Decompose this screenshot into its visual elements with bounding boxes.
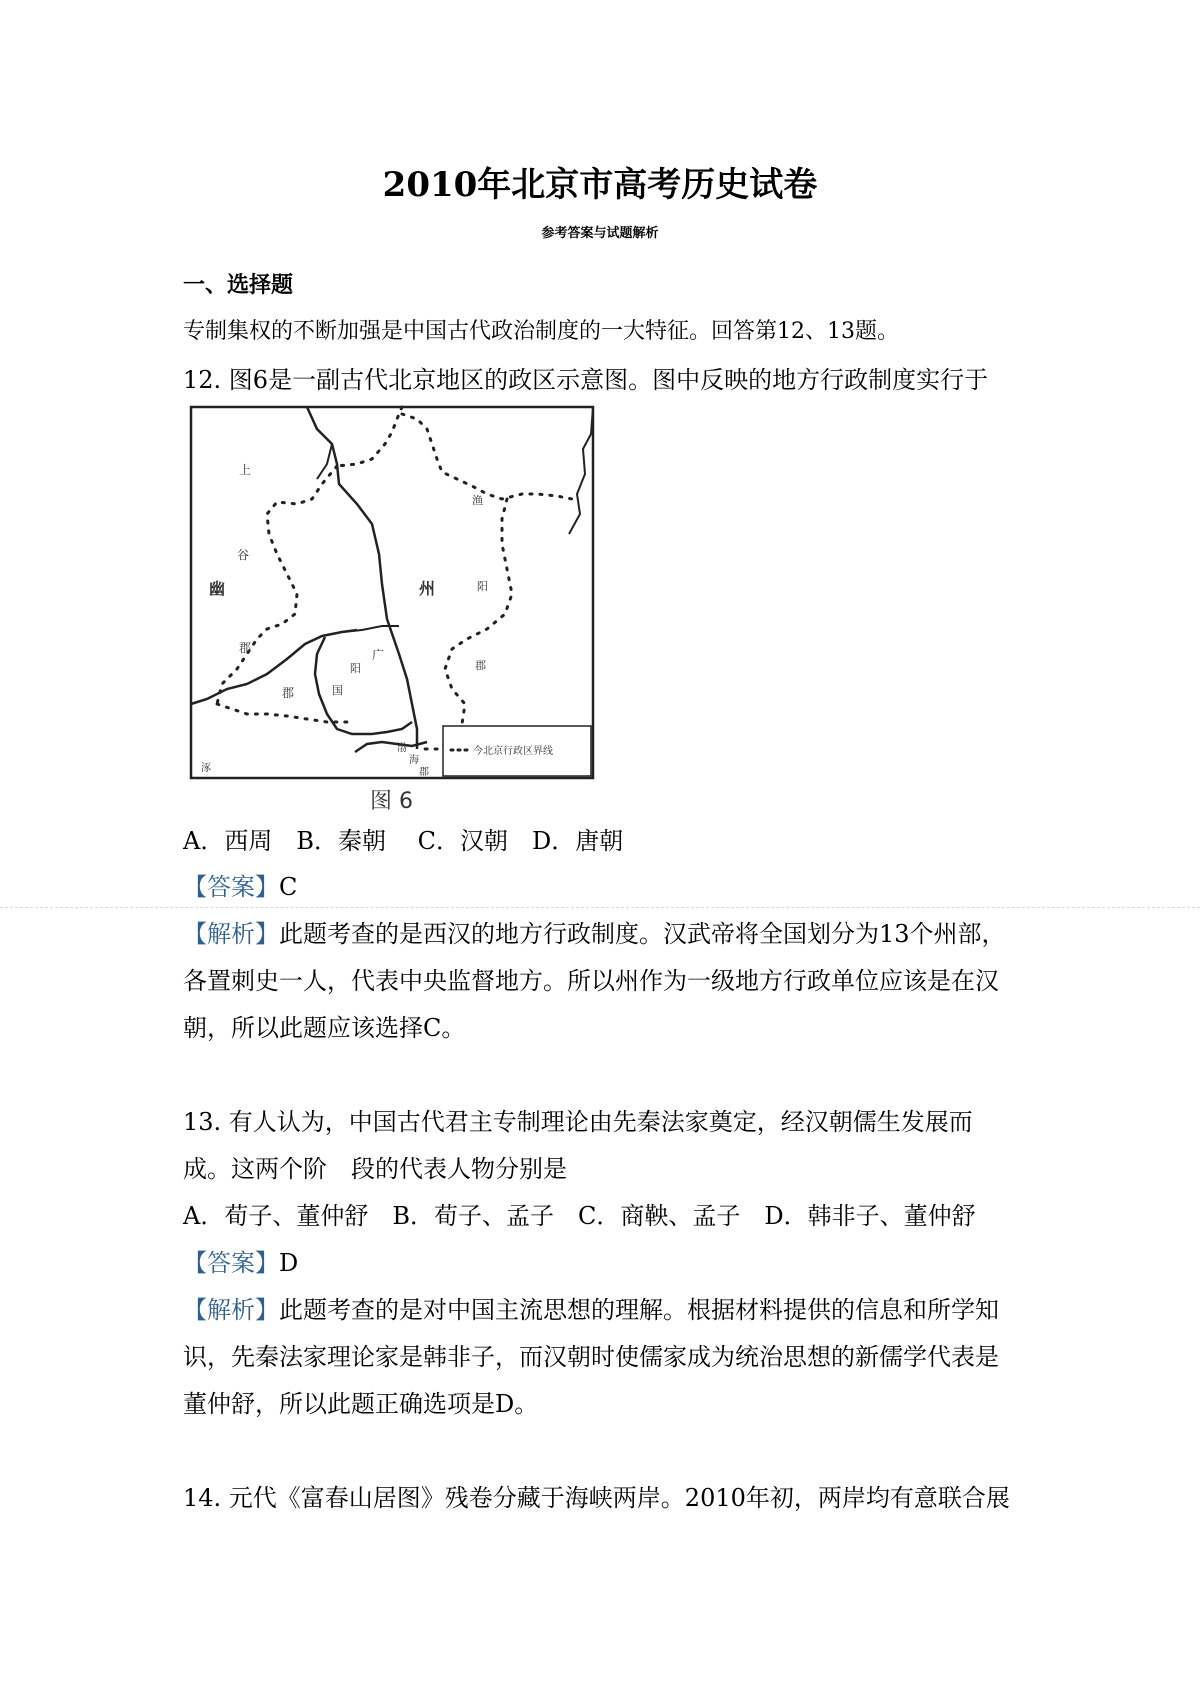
q13-options: A．荀子、董仲舒 B．荀子、孟子 C．商鞅、孟子 D．韩非子、董仲舒 xyxy=(183,1202,976,1230)
map-frame xyxy=(191,407,593,778)
page-divider xyxy=(0,907,1200,908)
map-svg xyxy=(187,404,601,820)
province-boundary xyxy=(307,407,417,749)
map-label-zhuo: 涿 xyxy=(201,763,211,774)
q14-stem-line1: 14. 元代《富春山居图》残卷分藏于海峡两岸。2010年初，两岸均有意联合展 xyxy=(183,1484,1010,1512)
page-subtitle: 参考答案与试题解析 xyxy=(541,226,659,241)
answer-tag: 【答案】 xyxy=(183,1249,279,1277)
map-label-hai: 海 xyxy=(409,755,419,766)
analysis-tag: 【解析】 xyxy=(183,920,279,948)
beijing-boundary-ne xyxy=(402,414,572,499)
map-label-guo: 国 xyxy=(332,684,343,697)
q13-analysis-line2: 识，先秦法家理论家是韩非子，而汉朝时使儒家成为统治思想的新儒学代表是 xyxy=(183,1343,999,1371)
q13-analysis-line3: 董仲舒，所以此题正确选项是D。 xyxy=(183,1390,539,1418)
section-heading: 一、选择题 xyxy=(183,272,294,298)
map-label-yu: 渔 xyxy=(472,494,483,507)
beijing-boundary-east xyxy=(425,499,512,749)
map-label-jun4: 郡 xyxy=(419,767,429,778)
page-title: 2010年北京市高考历史试卷 xyxy=(382,165,818,205)
answer-value: C xyxy=(279,873,298,901)
q12-analysis-line1 xyxy=(183,914,1006,949)
q12-analysis-line3: 朝，所以此题应该选择C。 xyxy=(183,1014,466,1042)
map-label-yang2: 阳 xyxy=(350,662,361,675)
analysis-tag: 【解析】 xyxy=(183,1296,279,1324)
answer-value: D xyxy=(279,1249,299,1277)
map-label-guang: 广 xyxy=(372,648,385,662)
figure-6-map xyxy=(187,404,601,820)
q13-stem-line2: 成。这两个阶 段的代表人物分别是 xyxy=(183,1155,567,1183)
coastline xyxy=(569,407,593,534)
map-label-zhou: 州 xyxy=(419,579,436,598)
beijing-boundary-north xyxy=(337,407,402,466)
q13-answer xyxy=(183,1243,298,1278)
q12-stem: 12. 图6是一副古代北京地区的政区示意图。图中反映的地方行政制度实行于 xyxy=(183,366,989,394)
map-label-shang: 上 xyxy=(239,463,252,477)
map-label-jun3: 郡 xyxy=(282,686,295,700)
map-label-jun1: 郡 xyxy=(239,641,252,655)
map-label-gu: 谷 xyxy=(237,548,250,562)
intro-text: 专制集权的不断加强是中国古代政治制度的一大特征。回答第12、13题。 xyxy=(183,319,899,344)
q12-answer xyxy=(183,867,297,902)
map-label-you: 幽 xyxy=(209,579,226,598)
map-label-yang: 阳 xyxy=(477,580,488,593)
analysis-text: 此题考查的是西汉的地方行政制度。汉武帝将全国划分为13个州部， xyxy=(279,920,1006,948)
answer-tag: 【答案】 xyxy=(183,873,279,901)
figure-caption: 图 6 xyxy=(370,789,413,814)
beijing-boundary-west xyxy=(217,466,337,704)
map-label-bo: 渤 xyxy=(397,743,407,754)
q13-stem-line1: 13. 有人认为，中国古代君主专制理论由先秦法家奠定，经汉朝儒生发展而 xyxy=(183,1108,973,1136)
legend-label: 今北京行政区界线 xyxy=(473,746,553,757)
q13-analysis-line1 xyxy=(183,1290,999,1325)
q12-analysis-line2: 各置刺史一人，代表中央监督地方。所以州作为一级地方行政单位应该是在汉 xyxy=(183,967,999,995)
analysis-text: 此题考查的是对中国主流思想的理解。根据材料提供的信息和所学知 xyxy=(279,1296,999,1324)
map-label-jun2: 郡 xyxy=(475,659,486,672)
q12-options: A．西周 B．秦朝 C．汉朝 D．唐朝 xyxy=(183,827,624,855)
